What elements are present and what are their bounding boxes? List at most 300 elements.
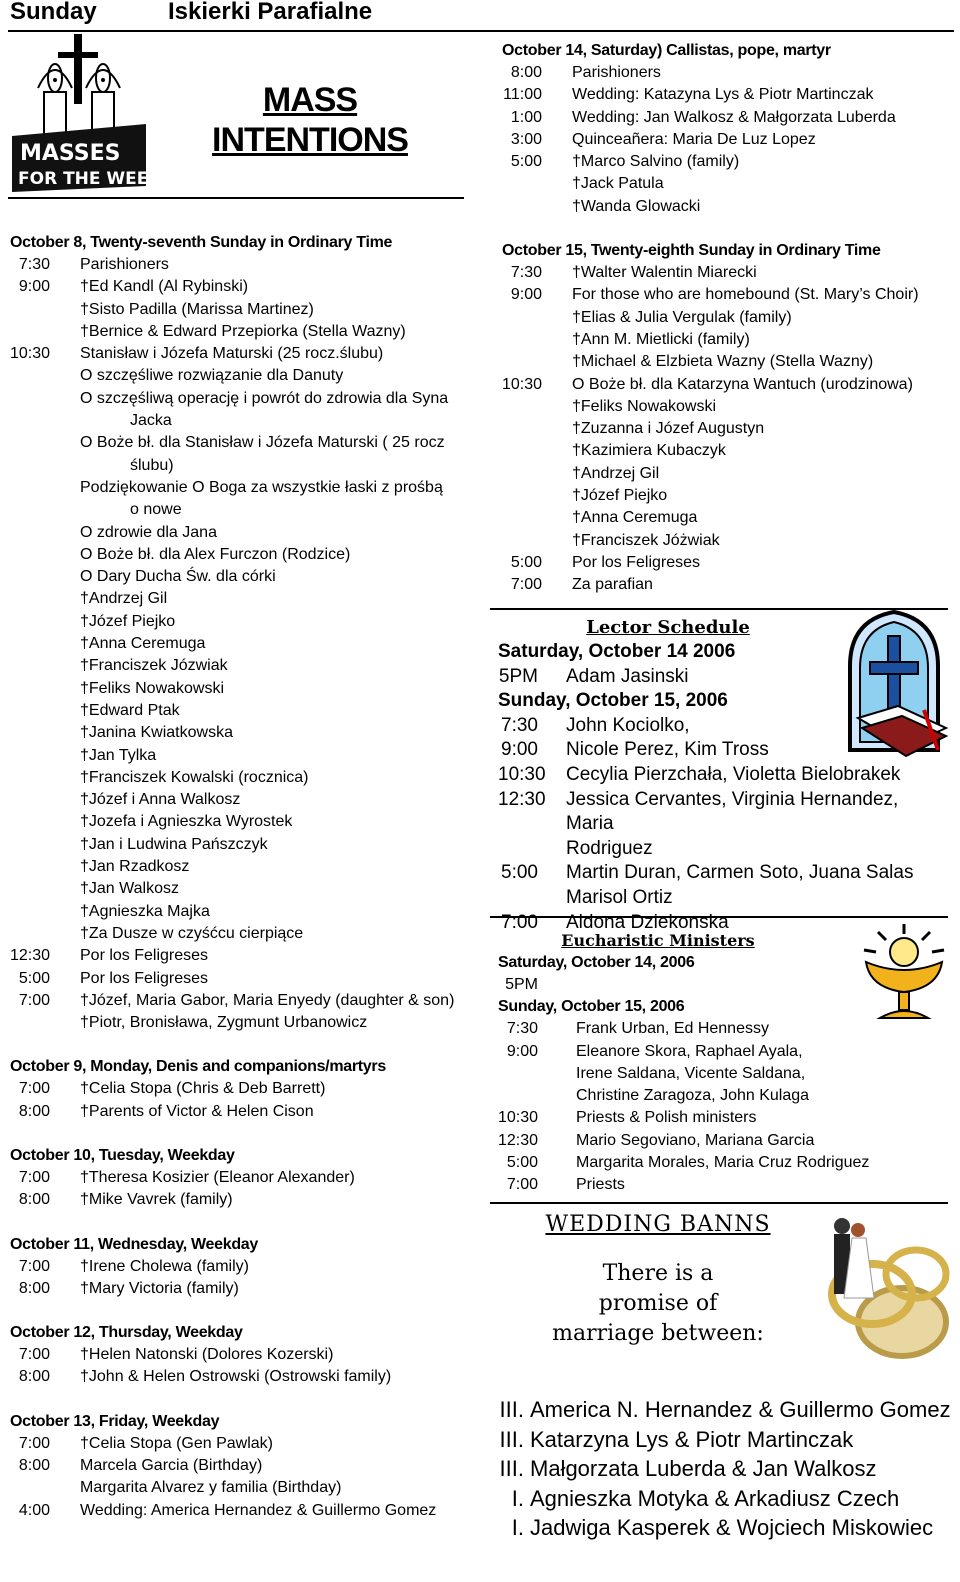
intention-text: †Michael & Elzbieta Wazny (Stella Wazny): [572, 353, 874, 371]
mass-time: [10, 1167, 80, 1189]
day-heading: October 12, Thursday, Weekday: [10, 1324, 243, 1342]
intention-text: †Mary Victoria (family): [80, 1279, 239, 1297]
mass-time-text: 9:00: [510, 286, 542, 304]
intention-row: [10, 1101, 480, 1123]
intention-text: Por los Feligreses: [80, 969, 209, 987]
couple-names: Małgorzata Luberda & Jan Walkosz: [530, 1456, 877, 1481]
intention-text: Stanisław i Józefa Maturski (25 rocz.ślubu): [80, 345, 384, 363]
banns-sub-line2: promise of: [598, 1291, 718, 1316]
intention-row: [10, 700, 480, 722]
intention-text: O Boże bł. dla Stanisław i Józefa Maturski ( 25 rocz: [80, 434, 445, 452]
banns-number: III.: [499, 1397, 524, 1422]
mass-time: [10, 432, 80, 454]
mass-time: [10, 1278, 80, 1300]
intention-row: [10, 1433, 480, 1455]
day-heading: October 8, Twenty-seventh Sunday in Ordinary Time: [10, 234, 393, 251]
intention-text: Za parafian: [572, 576, 653, 594]
mass-time: [10, 388, 80, 410]
intention-row: [502, 107, 952, 129]
intention-text: Parishioners: [572, 64, 661, 81]
intention-text: O zdrowie dla Jana: [80, 523, 217, 541]
intention-text: o nowe: [130, 501, 182, 519]
intention-text: †Franciszek Kowalski (rocznica): [80, 768, 309, 786]
intention-row: [502, 574, 952, 596]
mass-title-line2: INTENTIONS: [212, 121, 408, 159]
intention-text: †Helen Natonski (Dolores Kozerski): [80, 1346, 334, 1364]
schedule-names: Mario Segoviano, Mariana Garcia: [576, 1131, 815, 1149]
schedule-time-text: 9:00: [506, 1042, 538, 1060]
schedule-time-text: 5PM: [505, 976, 538, 993]
intention-row: [10, 276, 480, 298]
mass-time: [10, 789, 80, 811]
schedule-row: [498, 1174, 948, 1196]
mass-time-text: 8:00: [18, 1457, 50, 1475]
page-header: [8, 0, 954, 32]
schedule-time-text: 12:30: [498, 1131, 539, 1149]
mass-time: [10, 1366, 80, 1388]
separator-euch: [490, 916, 948, 918]
intention-row: [10, 1477, 480, 1499]
day-block: [10, 1145, 480, 1212]
intention-row: [10, 811, 480, 833]
schedule-row: [498, 763, 948, 788]
intention-text: †Anna Ceremuga: [572, 509, 698, 527]
schedule-time-text: 5PM: [498, 665, 538, 687]
intention-text: †Ann M. Mietlicki (family): [572, 330, 750, 348]
schedule-names: Cecylia Pierzchała, Violetta Bielobrakek: [566, 763, 901, 785]
mass-time-text: 7:00: [18, 1434, 50, 1452]
schedule-row: [498, 1107, 948, 1129]
mass-time: [502, 530, 572, 552]
schedule-row: [498, 886, 948, 911]
intention-text: O szczęśliwe rozwiązanie dla Danuty: [80, 367, 344, 385]
intention-text: †Józef, Maria Gabor, Maria Enyedy (daughter & son): [80, 991, 455, 1009]
intention-text: †Andrzej Gil: [572, 464, 660, 482]
intention-row: [502, 374, 952, 396]
schedule-row: [498, 1018, 948, 1040]
intention-row: [502, 151, 952, 173]
mass-time: [10, 343, 80, 365]
schedule-time: [498, 1085, 576, 1107]
couple-row: [494, 1425, 954, 1455]
intention-row: [502, 329, 952, 351]
schedule-time: [498, 837, 566, 862]
couple-names: America N. Hernandez & Guillermo Gomez: [530, 1397, 951, 1422]
mass-time: [10, 1477, 80, 1499]
mass-time: [10, 588, 80, 610]
euch-saturday-heading: Saturday, October 14, 2006: [498, 954, 695, 971]
intention-text: †Józef i Anna Walkosz: [80, 791, 241, 809]
mass-time-text: 1:00: [510, 108, 542, 126]
banns-sub-line3: marriage between:: [552, 1321, 764, 1346]
schedule-row: [498, 1041, 948, 1063]
mass-time: [502, 440, 572, 462]
intention-text: †Anna Ceremuga: [80, 635, 206, 653]
schedule-time: [498, 1018, 576, 1040]
mass-time: [10, 856, 80, 878]
schedule-time: [498, 788, 566, 837]
schedule-time: [498, 763, 566, 788]
schedule-names: Priests & Polish ministers: [576, 1109, 757, 1127]
schedule-names: Aldona Dziekonska: [566, 911, 729, 933]
intention-text: †John & Helen Ostrowski (Ostrowski family): [80, 1368, 392, 1386]
intention-row: [10, 990, 480, 1012]
schedule-names: Margarita Morales, Maria Cruz Rodriguez: [576, 1154, 870, 1172]
intention-row: [10, 633, 480, 655]
schedule-names: Eleanore Skora, Raphael Ayala,: [576, 1042, 803, 1060]
intention-row: [10, 611, 480, 633]
day-heading: October 14, Saturday) Callistas, pope, martyr: [502, 42, 831, 59]
intention-text: †Parents of Victor & Helen Cison: [80, 1102, 314, 1120]
schedule-time-text: 10:30: [498, 763, 546, 785]
intention-row: [10, 1455, 480, 1477]
schedule-names: John Kociolko,: [566, 714, 690, 736]
masses-for-the-week-logo: [8, 32, 150, 194]
intention-text: Wedding: America Hernandez & Guillermo Gomez: [80, 1501, 437, 1519]
day-heading: October 11, Wednesday, Weekday: [10, 1235, 259, 1253]
mass-time: [502, 396, 572, 418]
mass-time: [10, 299, 80, 321]
mass-time-text: 7:00: [510, 576, 542, 594]
day-block: [10, 1234, 480, 1301]
mass-time: [502, 107, 572, 129]
schedule-names: Marisol Ortiz: [566, 886, 673, 908]
mass-time: [502, 507, 572, 529]
mass-time: [10, 767, 80, 789]
mass-time: [502, 485, 572, 507]
intention-row: [10, 455, 480, 477]
stained-glass-bible-icon: [838, 610, 950, 758]
intention-row: [10, 410, 480, 432]
day-block: [10, 232, 480, 1034]
intention-text: †Sisto Padilla (Marissa Martinez): [80, 300, 314, 318]
intention-text: †Irene Cholewa (family): [80, 1257, 249, 1275]
intention-text: Parishioners: [80, 256, 169, 273]
day-heading: October 13, Friday, Weekday: [10, 1412, 220, 1430]
mass-time: [10, 455, 80, 477]
banns-title: WEDDING BANNS: [545, 1212, 771, 1237]
intention-text: †Franciszek Józwiak: [80, 657, 228, 675]
mass-time: [10, 722, 80, 744]
intention-row: [10, 968, 480, 990]
mass-time: [502, 463, 572, 485]
day-heading: October 15, Twenty-eighth Sunday in Ordinary Time: [502, 242, 881, 260]
wedding-banns: [498, 1212, 818, 1349]
separator-banns: [490, 1202, 948, 1204]
intention-row: [10, 321, 480, 343]
euch-title: Eucharistic Ministers: [561, 931, 755, 950]
intention-text: †Józef Piejko: [80, 612, 176, 630]
mass-time: [10, 878, 80, 900]
mass-time: [10, 633, 80, 655]
mass-time: [502, 151, 572, 173]
right-mass-schedule: [502, 40, 952, 619]
intention-text: †Janina Kwiatkowska: [80, 724, 233, 742]
schedule-names: Martin Duran, Carmen Soto, Juana Salas: [566, 862, 914, 884]
intention-text: Jacka: [130, 412, 172, 430]
intention-text: †Celia Stopa (Chris & Deb Barrett): [80, 1080, 326, 1098]
banns-couples-list: [494, 1395, 954, 1543]
header-title: Iskierki Parafialne: [168, 0, 373, 25]
intention-text: †Franciszek Jóżwiak: [572, 531, 720, 549]
couple-names: Jadwiga Kasperek & Wojciech Miskowiec: [530, 1515, 934, 1540]
intention-row: [502, 396, 952, 418]
intention-text: †Edward Ptak: [80, 701, 180, 719]
left-mass-schedule: [10, 232, 480, 1544]
intention-text: For those who are homebound (St. Mary’s Choir): [572, 286, 919, 304]
intention-text: †Piotr, Bronisława, Zygmunt Urbanowicz: [80, 1014, 368, 1032]
schedule-row: [498, 1152, 948, 1174]
intention-text: O Boże bł. dla Katarzyna Wantuch (urodzinowa): [572, 375, 913, 393]
schedule-row: [498, 1063, 948, 1085]
mass-time: [502, 307, 572, 329]
lector-title: Lector Schedule: [586, 617, 750, 638]
intention-text: †Ed Kandl (Al Rybinski): [80, 278, 249, 296]
mass-time-text: 8:00: [18, 1368, 50, 1386]
intention-text: O szczęśliwą operację i powrót do zdrowia dla Syna: [80, 389, 449, 407]
schedule-time: [498, 665, 566, 690]
wedding-couple-rings-image: [812, 1212, 952, 1362]
mass-time: [502, 418, 572, 440]
mass-time-text: 11:00: [503, 86, 542, 104]
intention-row: [10, 566, 480, 588]
intention-row: [10, 722, 480, 744]
intention-text: Wedding: Katazyna Lys & Piotr Martinczak: [572, 86, 874, 104]
schedule-time-text: 12:30: [498, 788, 546, 810]
chalice-host-icon: [858, 922, 950, 1020]
intention-text: †Józef Piejko: [572, 487, 668, 505]
schedule-names: Rodriguez: [566, 837, 653, 859]
intention-row: [10, 789, 480, 811]
mass-time: [10, 1455, 80, 1477]
intention-row: [10, 388, 480, 410]
mass-time-text: 8:00: [510, 64, 542, 81]
intention-row: [10, 1012, 480, 1034]
intention-text: O Dary Ducha Św. dla córki: [80, 568, 276, 586]
mass-time: [502, 284, 572, 306]
mass-time: [10, 321, 80, 343]
intention-row: [10, 1500, 480, 1522]
intention-text: †Bernice & Edward Przepiorka (Stella Wazny): [80, 322, 406, 340]
intention-row: [10, 1344, 480, 1366]
intention-row: [502, 262, 952, 284]
intention-text: †Feliks Nowakowski: [572, 397, 717, 415]
mass-intentions-title: [190, 80, 430, 160]
schedule-time: [498, 861, 566, 886]
intention-text: †Jan Rzadkosz: [80, 858, 190, 876]
mass-time: [502, 552, 572, 574]
mass-time: [502, 84, 572, 106]
mass-time-text: 7:00: [18, 1080, 50, 1098]
mass-time: [10, 678, 80, 700]
intention-row: [10, 878, 480, 900]
intention-text: †Zuzanna i Józef Augustyn: [572, 420, 765, 438]
intention-text: †Kazimiera Kubaczyk: [572, 442, 726, 460]
intention-row: [502, 129, 952, 151]
logo-text-line1: MASSES: [20, 141, 121, 166]
mass-time-text: 5:00: [510, 553, 542, 571]
intention-row: [10, 1256, 480, 1278]
schedule-row: [498, 1085, 948, 1107]
intention-text: O Boże bł. dla Alex Furczon (Rodzice): [80, 545, 351, 563]
schedule-time-text: 9:00: [501, 739, 538, 761]
banns-number: III.: [499, 1456, 524, 1481]
schedule-time-text: 5:00: [506, 1154, 538, 1172]
schedule-time: [498, 1041, 576, 1063]
mass-time: [502, 574, 572, 596]
day-block: [10, 1322, 480, 1389]
mass-time: [10, 990, 80, 1012]
intention-row: [10, 254, 480, 276]
intention-row: [10, 299, 480, 321]
mass-time: [10, 968, 80, 990]
intention-row: [10, 477, 480, 499]
couple-row: [494, 1454, 954, 1484]
intention-text: †Walter Walentin Miarecki: [572, 264, 757, 282]
intention-text: †Wanda Glowacki: [572, 197, 701, 215]
euch-sunday-heading: Sunday, October 15, 2006: [498, 998, 685, 1016]
intention-row: [10, 588, 480, 610]
intention-row: [502, 196, 952, 218]
intention-row: [10, 856, 480, 878]
mass-time: [502, 262, 572, 284]
mass-time: [10, 611, 80, 633]
mass-time: [10, 745, 80, 767]
mass-time-text: 12:30: [10, 947, 51, 965]
schedule-time: [498, 714, 566, 739]
mass-time: [10, 811, 80, 833]
banns-number: I.: [511, 1485, 524, 1511]
intention-text: †Mike Vavrek (family): [80, 1191, 233, 1209]
mass-time-text: 7:30: [18, 256, 50, 273]
intention-text: †Jozefa i Agnieszka Wyrostek: [80, 813, 293, 831]
mass-time-text: 7:00: [18, 1168, 50, 1186]
intention-text: Por los Feligreses: [80, 947, 209, 965]
mass-time: [10, 1012, 80, 1034]
mass-time: [502, 173, 572, 195]
schedule-row: [498, 837, 948, 862]
intention-row: [10, 655, 480, 677]
mass-time: [10, 655, 80, 677]
intention-row: [10, 343, 480, 365]
mass-time: [10, 700, 80, 722]
intention-row: [10, 1078, 480, 1100]
banns-number: III.: [499, 1426, 524, 1452]
mass-time: [502, 62, 572, 84]
schedule-names: Nicole Perez, Kim Tross: [566, 739, 769, 761]
intention-row: [502, 530, 952, 552]
header-day: Sunday: [10, 0, 97, 25]
mass-time: [10, 477, 80, 499]
schedule-time: [498, 1063, 576, 1085]
mass-time: [10, 945, 80, 967]
schedule-names: Irene Saldana, Vicente Saldana,: [576, 1064, 806, 1082]
day-block: [10, 1056, 480, 1123]
couple-row: [494, 1484, 954, 1514]
intention-text: Wedding: Jan Walkosz & Małgorzata Luberda: [572, 108, 896, 126]
mass-time-text: 10:30: [10, 345, 51, 363]
intention-row: [10, 678, 480, 700]
intention-text: †Agnieszka Majka: [80, 902, 210, 920]
intention-text: Marcela Garcia (Birthday): [80, 1457, 263, 1475]
logo-text-line2: FOR THE WEEK: [18, 169, 150, 189]
intention-row: [502, 507, 952, 529]
mass-time: [10, 1078, 80, 1100]
schedule-time-text: 7:30: [501, 714, 538, 736]
lector-sunday-heading: Sunday, October 15, 2006: [498, 690, 728, 712]
intention-text: †Jan Tylka: [80, 746, 157, 764]
intention-row: [10, 499, 480, 521]
intention-row: [502, 173, 952, 195]
intention-row: [502, 84, 952, 106]
mass-time-text: 8:00: [18, 1191, 50, 1209]
schedule-time: [498, 738, 566, 763]
intention-text: Por los Feligreses: [572, 553, 701, 571]
mass-time-text: 7:30: [510, 264, 542, 282]
mass-time: [10, 276, 80, 298]
intention-row: [10, 1189, 480, 1211]
mass-time: [10, 901, 80, 923]
intention-text: Quinceañera: Maria De Luz Lopez: [572, 130, 816, 148]
schedule-names: Frank Urban, Ed Hennessy: [576, 1020, 769, 1038]
left-separator: [8, 197, 464, 199]
intention-row: [10, 432, 480, 454]
intention-row: [10, 1278, 480, 1300]
intention-text: Podziękowanie O Boga za wszystkie łaski z prośbą: [80, 478, 443, 496]
mass-time: [502, 129, 572, 151]
mass-title-line1: MASS: [262, 81, 358, 119]
lector-saturday-heading: Saturday, October 14 2006: [498, 641, 736, 662]
intention-row: [502, 552, 952, 574]
schedule-time: [498, 1152, 576, 1174]
intention-row: [10, 1366, 480, 1388]
mass-time: [10, 1500, 80, 1522]
mass-time: [502, 351, 572, 373]
intention-row: [10, 834, 480, 856]
schedule-time-text: 7:30: [506, 1020, 538, 1038]
intention-text: †Jack Patula: [572, 175, 664, 193]
mass-time: [10, 254, 80, 276]
schedule-time: [498, 974, 576, 996]
intention-row: [10, 767, 480, 789]
schedule-names: Jessica Cervantes, Virginia Hernandez, Maria: [566, 788, 899, 835]
mass-time: [10, 522, 80, 544]
intention-row: [502, 284, 952, 306]
day-block: [502, 240, 952, 596]
intention-row: [502, 463, 952, 485]
mass-time: [10, 499, 80, 521]
mass-time-text: 5:00: [510, 153, 542, 171]
schedule-row: [498, 1130, 948, 1152]
intention-text: Margarita Alvarez y familia (Birthday): [80, 1479, 342, 1497]
mass-time-text: 7:00: [18, 991, 50, 1009]
banns-sub-line1: There is a: [602, 1261, 714, 1286]
couple-names: Katarzyna Lys & Piotr Martinczak: [530, 1426, 854, 1452]
couple-row: [494, 1513, 954, 1543]
mass-time: [10, 365, 80, 387]
day-heading: October 9, Monday, Denis and companions/martyrs: [10, 1058, 386, 1076]
intention-row: [502, 440, 952, 462]
intention-row: [502, 62, 952, 84]
mass-time: [10, 1256, 80, 1278]
schedule-names: Adam Jasinski: [566, 665, 689, 687]
couple-row: [494, 1395, 954, 1425]
mass-time-text: 7:00: [18, 1346, 50, 1364]
intention-text: †Andrzej Gil: [80, 590, 168, 608]
mass-time-text: 5:00: [18, 969, 50, 987]
mass-time-text: 8:00: [18, 1102, 50, 1120]
mass-time-text: 3:00: [510, 130, 542, 148]
